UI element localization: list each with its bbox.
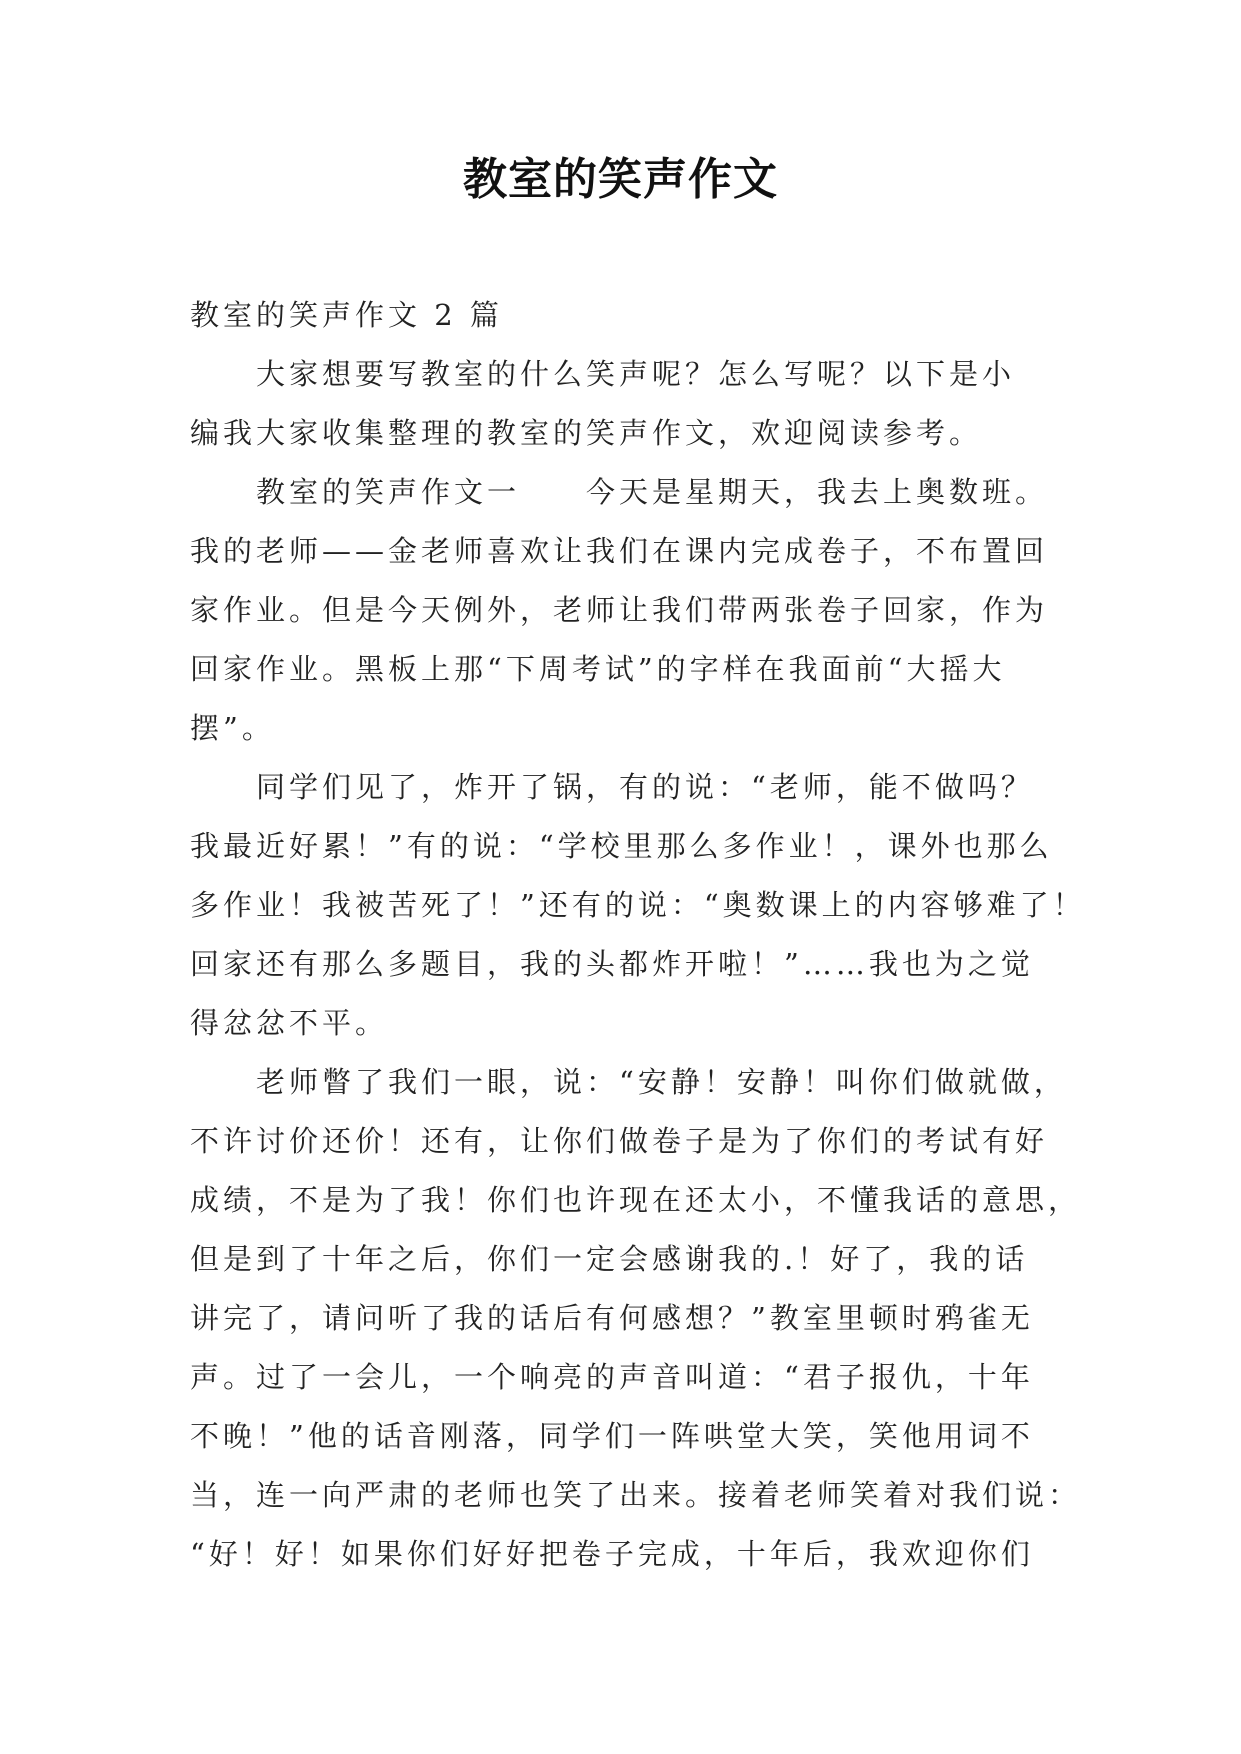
paragraph-line: 老师瞥了我们一眼，说：“安静！安静！叫你们做就做，	[256, 1065, 1067, 1099]
paragraph-line: 讲完了，请问听了我的话后有何感想？”教室里顿时鸦雀无	[190, 1301, 1034, 1335]
paragraph-line: 我最近好累！”有的说：“学校里那么多作业！，课外也那么	[190, 829, 1053, 863]
document-subtitle: 教室的笑声作文 2 篇	[190, 298, 503, 332]
paragraph-line: 得忿忿不平。	[190, 1006, 389, 1040]
paragraph-line: 但是到了十年之后，你们一定会感谢我的.！好了，我的话	[190, 1242, 1029, 1276]
paragraph-line: 编我大家收集整理的教室的笑声作文，欢迎阅读参考。	[190, 416, 983, 450]
paragraph-3	[190, 758, 1086, 1053]
paragraph-line: 当，连一向严肃的老师也笑了出来。接着老师笑着对我们说：	[190, 1478, 1082, 1512]
paragraph-line: 我的老师——金老师喜欢让我们在课内完成卷子，不布置回	[190, 534, 1049, 568]
paragraph-line: 不晚！”他的话音刚落，同学们一阵哄堂大笑，笑他用词不	[190, 1419, 1034, 1453]
document-body	[190, 286, 1086, 1584]
paragraph-line: 声。过了一会儿，一个响亮的声音叫道：“君子报仇，十年	[190, 1360, 1034, 1394]
paragraph-line: 同学们见了，炸开了锅，有的说：“老师，能不做吗？	[256, 770, 1034, 804]
paragraph-line: 家作业。但是今天例外，老师让我们带两张卷子回家，作为	[190, 593, 1049, 627]
paragraph-line: 教室的笑声作文一 今天是星期天，我去上奥数班。	[256, 475, 1049, 509]
paragraph-2	[190, 463, 1070, 758]
paragraph-line: 不许讨价还价！还有，让你们做卷子是为了你们的考试有好	[190, 1124, 1049, 1158]
paragraph-line: 成绩，不是为了我！你们也许现在还太小，不懂我话的意思，	[190, 1183, 1082, 1217]
paragraph-line: 回家还有那么多题目，我的头都炸开啦！”……我也为之觉	[190, 947, 1034, 981]
paragraph-4	[190, 1053, 1082, 1584]
paragraph-1	[190, 345, 1070, 463]
paragraph-line: 回家作业。黑板上那“下周考试”的字样在我面前“大摇大	[190, 652, 1006, 686]
paragraph-line: 摆”。	[190, 711, 275, 745]
paragraph-line: 大家想要写教室的什么笑声呢？怎么写呢？以下是小	[256, 357, 1016, 391]
paragraph-line: 多作业！我被苦死了！”还有的说：“奥数课上的内容够难了！	[190, 888, 1086, 922]
document-title: 教室的笑声作文	[463, 154, 778, 205]
paragraph-line: “好！好！如果你们好好把卷子完成，十年后，我欢迎你们	[190, 1537, 1034, 1571]
